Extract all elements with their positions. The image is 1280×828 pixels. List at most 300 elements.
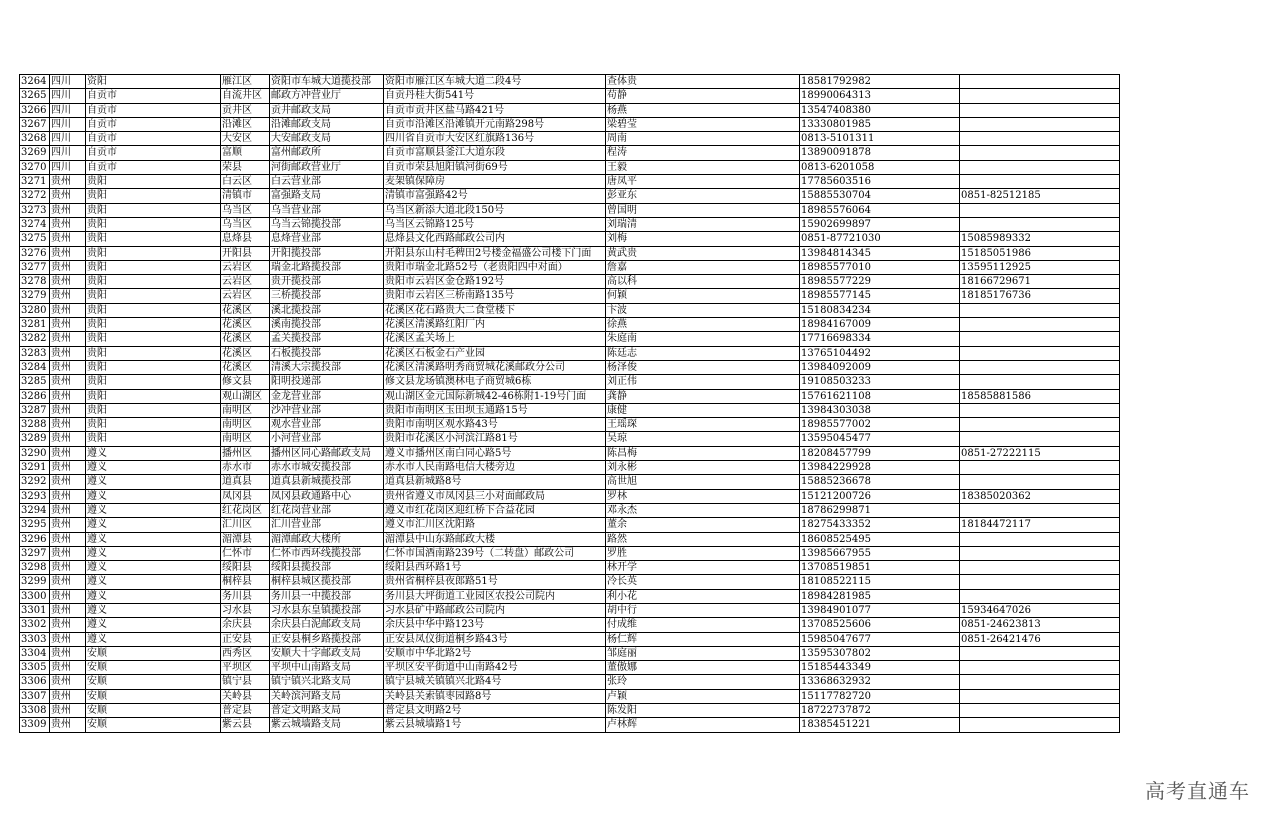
- district-cell: 紫云县: [221, 718, 270, 732]
- city-cell: 安顺: [86, 661, 221, 675]
- office-name-cell: 余庆县白泥邮政支局: [270, 618, 384, 632]
- district-cell: 西秀区: [221, 646, 270, 660]
- province-cell: 贵州: [50, 632, 86, 646]
- contact-name-cell: 邹庭丽: [606, 646, 800, 660]
- table-row: [20, 160, 1120, 174]
- phone-cell: 15885530704: [800, 189, 960, 203]
- phone-alt-cell: [960, 575, 1120, 589]
- district-cell: 云岩区: [221, 260, 270, 274]
- province-cell: 贵州: [50, 503, 86, 517]
- city-cell: 自贡市: [86, 89, 221, 103]
- row-id-cell: 3287: [20, 403, 50, 417]
- city-cell: 安顺: [86, 689, 221, 703]
- contact-name-cell: 刘永彬: [606, 461, 800, 475]
- city-cell: 自贡市: [86, 146, 221, 160]
- city-cell: 遵义: [86, 589, 221, 603]
- province-cell: 贵州: [50, 618, 86, 632]
- contact-name-cell: 邓永杰: [606, 503, 800, 517]
- row-id-cell: 3275: [20, 232, 50, 246]
- table-row: [20, 675, 1120, 689]
- row-id-cell: 3265: [20, 89, 50, 103]
- office-name-cell: 富州邮政所: [270, 146, 384, 160]
- office-name-cell: 溪北揽投部: [270, 303, 384, 317]
- contact-name-cell: 陈廷志: [606, 346, 800, 360]
- contact-name-cell: 王毅: [606, 160, 800, 174]
- address-cell: 贵阳市花溪区小河滨江路81号: [384, 432, 606, 446]
- row-id-cell: 3293: [20, 489, 50, 503]
- phone-cell: 18275433352: [800, 518, 960, 532]
- phone-alt-cell: [960, 532, 1120, 546]
- row-id-cell: 3279: [20, 289, 50, 303]
- address-cell: 务川县大坪街道工业园区农投公司院内: [384, 589, 606, 603]
- district-cell: 南明区: [221, 418, 270, 432]
- phone-cell: 17785603516: [800, 175, 960, 189]
- address-cell: 乌当区新添大道北段150号: [384, 203, 606, 217]
- city-cell: 贵阳: [86, 403, 221, 417]
- office-name-cell: 资阳市车城大道揽投部: [270, 75, 384, 89]
- city-cell: 贵阳: [86, 189, 221, 203]
- office-name-cell: 湄潭邮政大楼所: [270, 532, 384, 546]
- table-row: [20, 260, 1120, 274]
- row-id-cell: 3283: [20, 346, 50, 360]
- province-cell: 四川: [50, 146, 86, 160]
- address-cell: 花溪区石板金石产业园: [384, 346, 606, 360]
- office-name-cell: 红花岗营业部: [270, 503, 384, 517]
- district-cell: 汇川区: [221, 518, 270, 532]
- phone-alt-cell: [960, 103, 1120, 117]
- address-cell: 遵义市播州区南白同心路5号: [384, 446, 606, 460]
- address-cell: 花溪区孟关场上: [384, 332, 606, 346]
- phone-alt-cell: 0851-82512185: [960, 189, 1120, 203]
- phone-cell: 18385451221: [800, 718, 960, 732]
- district-cell: 镇宁县: [221, 675, 270, 689]
- province-cell: 贵州: [50, 718, 86, 732]
- office-name-cell: 孟关揽投部: [270, 332, 384, 346]
- office-name-cell: 白云营业部: [270, 175, 384, 189]
- table-row: [20, 503, 1120, 517]
- province-cell: 贵州: [50, 360, 86, 374]
- province-cell: 贵州: [50, 303, 86, 317]
- address-cell: 花溪区清溪路红阳厂内: [384, 318, 606, 332]
- table-row: [20, 117, 1120, 131]
- district-cell: 荣县: [221, 160, 270, 174]
- province-cell: 贵州: [50, 432, 86, 446]
- phone-cell: 15185443349: [800, 661, 960, 675]
- office-name-cell: 乌当云锦揽投部: [270, 217, 384, 231]
- contact-name-cell: 唐凤平: [606, 175, 800, 189]
- office-name-cell: 道真县新城揽投部: [270, 475, 384, 489]
- office-name-cell: 凤冈县政通路中心: [270, 489, 384, 503]
- city-cell: 遵义: [86, 561, 221, 575]
- row-id-cell: 3299: [20, 575, 50, 589]
- contact-name-cell: 张玲: [606, 675, 800, 689]
- contact-name-cell: 彭亚东: [606, 189, 800, 203]
- contact-name-cell: 詹嘉: [606, 260, 800, 274]
- province-cell: 四川: [50, 117, 86, 131]
- district-cell: 平坝区: [221, 661, 270, 675]
- contact-name-cell: 罗林: [606, 489, 800, 503]
- contact-name-cell: 刘正伟: [606, 375, 800, 389]
- city-cell: 安顺: [86, 646, 221, 660]
- province-cell: 贵州: [50, 603, 86, 617]
- contact-name-cell: 何颖: [606, 289, 800, 303]
- phone-alt-cell: 0851-24623813: [960, 618, 1120, 632]
- district-cell: 贡井区: [221, 103, 270, 117]
- address-cell: 开阳县东山村毛稗田2号楼金福盛公司楼下门面: [384, 246, 606, 260]
- district-cell: 务川县: [221, 589, 270, 603]
- phone-cell: 13984092009: [800, 360, 960, 374]
- phone-alt-cell: [960, 675, 1120, 689]
- phone-cell: 15885236678: [800, 475, 960, 489]
- phone-cell: 13984229928: [800, 461, 960, 475]
- province-cell: 贵州: [50, 475, 86, 489]
- contact-name-cell: 徐燕: [606, 318, 800, 332]
- phone-alt-cell: [960, 332, 1120, 346]
- city-cell: 遵义: [86, 546, 221, 560]
- address-cell: 自贡市贡井区盐马路421号: [384, 103, 606, 117]
- phone-cell: 19108503233: [800, 375, 960, 389]
- table-row: [20, 203, 1120, 217]
- phone-cell: 18985577229: [800, 275, 960, 289]
- row-id-cell: 3297: [20, 546, 50, 560]
- district-cell: 余庆县: [221, 618, 270, 632]
- phone-cell: 0813-5101311: [800, 132, 960, 146]
- phone-cell: 13708519851: [800, 561, 960, 575]
- table-row: [20, 561, 1120, 575]
- address-cell: 贵州省桐梓县夜郎路51号: [384, 575, 606, 589]
- contact-name-cell: 董傲娜: [606, 661, 800, 675]
- city-cell: 安顺: [86, 675, 221, 689]
- address-cell: 紫云县城墙路1号: [384, 718, 606, 732]
- district-cell: 桐梓县: [221, 575, 270, 589]
- city-cell: 遵义: [86, 575, 221, 589]
- office-name-cell: 紫云城墙路支局: [270, 718, 384, 732]
- phone-alt-cell: 18166729671: [960, 275, 1120, 289]
- contact-name-cell: 康健: [606, 403, 800, 417]
- phone-alt-cell: [960, 503, 1120, 517]
- row-id-cell: 3306: [20, 675, 50, 689]
- address-cell: 贵阳市瑞金北路52号（老贵阳四中对面）: [384, 260, 606, 274]
- table-row: [20, 689, 1120, 703]
- phone-cell: 13708525606: [800, 618, 960, 632]
- province-cell: 四川: [50, 75, 86, 89]
- phone-alt-cell: [960, 718, 1120, 732]
- address-cell: 自贡市荣县旭阳镇河街69号: [384, 160, 606, 174]
- watermark-text: 高考直通车: [1145, 779, 1250, 803]
- phone-cell: 18990064313: [800, 89, 960, 103]
- row-id-cell: 3307: [20, 689, 50, 703]
- contact-name-cell: 罗胜: [606, 546, 800, 560]
- address-cell: 麦架镇保障房: [384, 175, 606, 189]
- table-row: [20, 575, 1120, 589]
- row-id-cell: 3292: [20, 475, 50, 489]
- table-row: [20, 175, 1120, 189]
- table-row: [20, 132, 1120, 146]
- row-id-cell: 3308: [20, 704, 50, 718]
- table-row: [20, 189, 1120, 203]
- city-cell: 遵义: [86, 532, 221, 546]
- phone-alt-cell: [960, 175, 1120, 189]
- row-id-cell: 3276: [20, 246, 50, 260]
- city-cell: 安顺: [86, 704, 221, 718]
- district-cell: 自流井区: [221, 89, 270, 103]
- phone-alt-cell: [960, 217, 1120, 231]
- office-name-cell: 开阳揽投部: [270, 246, 384, 260]
- district-cell: 播州区: [221, 446, 270, 460]
- address-cell: 资阳市雁江区车城大道二段4号: [384, 75, 606, 89]
- district-cell: 云岩区: [221, 275, 270, 289]
- row-id-cell: 3296: [20, 532, 50, 546]
- table-row: [20, 346, 1120, 360]
- address-cell: 遵义市红花岗区迎红桥下合益花园: [384, 503, 606, 517]
- city-cell: 贵阳: [86, 217, 221, 231]
- city-cell: 遵义: [86, 503, 221, 517]
- address-cell: 贵州省遵义市凤冈县三小对面邮政局: [384, 489, 606, 503]
- contact-name-cell: 卞波: [606, 303, 800, 317]
- province-cell: 四川: [50, 103, 86, 117]
- phone-alt-cell: [960, 561, 1120, 575]
- phone-alt-cell: 15185051986: [960, 246, 1120, 260]
- table-row: [20, 446, 1120, 460]
- phone-cell: 13890091878: [800, 146, 960, 160]
- row-id-cell: 3281: [20, 318, 50, 332]
- province-cell: 四川: [50, 160, 86, 174]
- address-cell: 关岭县关索镇枣园路8号: [384, 689, 606, 703]
- district-cell: 习水县: [221, 603, 270, 617]
- phone-alt-cell: 18184472117: [960, 518, 1120, 532]
- address-cell: 四川省自贡市大安区红旗路136号: [384, 132, 606, 146]
- phone-cell: 18722737872: [800, 704, 960, 718]
- district-cell: 白云区: [221, 175, 270, 189]
- office-name-cell: 贵开揽投部: [270, 275, 384, 289]
- address-cell: 修文县龙场镇澳林电子商贸城6栋: [384, 375, 606, 389]
- phone-alt-cell: [960, 546, 1120, 560]
- phone-cell: 0851-87721030: [800, 232, 960, 246]
- phone-alt-cell: [960, 132, 1120, 146]
- table-row: [20, 332, 1120, 346]
- phone-alt-cell: 15934647026: [960, 603, 1120, 617]
- address-cell: 仁怀市国酒南路239号（二转盘）邮政公司: [384, 546, 606, 560]
- table-row: [20, 646, 1120, 660]
- row-id-cell: 3282: [20, 332, 50, 346]
- table-row: [20, 632, 1120, 646]
- contact-name-cell: 陈发阳: [606, 704, 800, 718]
- contact-name-cell: 路然: [606, 532, 800, 546]
- phone-cell: 13547408380: [800, 103, 960, 117]
- city-cell: 贵阳: [86, 232, 221, 246]
- address-cell: 观山湖区金元国际新城42-46栋附1-19号门面: [384, 389, 606, 403]
- phone-alt-cell: [960, 89, 1120, 103]
- address-cell: 贵阳市南明区观水路43号: [384, 418, 606, 432]
- province-cell: 贵州: [50, 403, 86, 417]
- address-cell: 道真县新城路8号: [384, 475, 606, 489]
- row-id-cell: 3269: [20, 146, 50, 160]
- contact-name-cell: 高世旭: [606, 475, 800, 489]
- row-id-cell: 3266: [20, 103, 50, 117]
- city-cell: 自贡市: [86, 117, 221, 131]
- city-cell: 贵阳: [86, 346, 221, 360]
- office-name-cell: 绥阳县揽投部: [270, 561, 384, 575]
- phone-alt-cell: 0851-26421476: [960, 632, 1120, 646]
- office-name-cell: 汇川营业部: [270, 518, 384, 532]
- office-name-cell: 安顺大十字邮政支局: [270, 646, 384, 660]
- city-cell: 贵阳: [86, 246, 221, 260]
- phone-cell: 0813-6201058: [800, 160, 960, 174]
- contact-name-cell: 付成维: [606, 618, 800, 632]
- phone-alt-cell: 0851-27222115: [960, 446, 1120, 460]
- district-cell: 雁江区: [221, 75, 270, 89]
- office-name-cell: 普定文明路支局: [270, 704, 384, 718]
- office-name-cell: 溪南揽投部: [270, 318, 384, 332]
- district-cell: 红花岗区: [221, 503, 270, 517]
- phone-cell: 13984303038: [800, 403, 960, 417]
- office-name-cell: 赤水市城安揽投部: [270, 461, 384, 475]
- data-table: [19, 74, 1120, 733]
- contact-name-cell: 曾国明: [606, 203, 800, 217]
- office-name-cell: 播州区同心路邮政支局: [270, 446, 384, 460]
- address-cell: 自贡市沿滩区沿滩镇开元南路298号: [384, 117, 606, 131]
- row-id-cell: 3302: [20, 618, 50, 632]
- phone-alt-cell: [960, 646, 1120, 660]
- row-id-cell: 3309: [20, 718, 50, 732]
- province-cell: 贵州: [50, 189, 86, 203]
- city-cell: 贵阳: [86, 260, 221, 274]
- phone-cell: 15121200726: [800, 489, 960, 503]
- district-cell: 关岭县: [221, 689, 270, 703]
- city-cell: 自贡市: [86, 160, 221, 174]
- city-cell: 贵阳: [86, 289, 221, 303]
- office-name-cell: 沿滩邮政支局: [270, 117, 384, 131]
- table-row: [20, 618, 1120, 632]
- phone-alt-cell: 13595112925: [960, 260, 1120, 274]
- row-id-cell: 3305: [20, 661, 50, 675]
- province-cell: 贵州: [50, 446, 86, 460]
- phone-cell: 13765104492: [800, 346, 960, 360]
- row-id-cell: 3300: [20, 589, 50, 603]
- row-id-cell: 3303: [20, 632, 50, 646]
- table-row: [20, 217, 1120, 231]
- province-cell: 四川: [50, 132, 86, 146]
- phone-cell: 13330801985: [800, 117, 960, 131]
- district-cell: 观山湖区: [221, 389, 270, 403]
- row-id-cell: 3298: [20, 561, 50, 575]
- contact-name-cell: 王瑶琛: [606, 418, 800, 432]
- city-cell: 贵阳: [86, 203, 221, 217]
- table-row: [20, 375, 1120, 389]
- row-id-cell: 3268: [20, 132, 50, 146]
- province-cell: 贵州: [50, 217, 86, 231]
- table-row: [20, 661, 1120, 675]
- city-cell: 贵阳: [86, 432, 221, 446]
- city-cell: 资阳: [86, 75, 221, 89]
- province-cell: 贵州: [50, 575, 86, 589]
- province-cell: 贵州: [50, 260, 86, 274]
- phone-alt-cell: [960, 475, 1120, 489]
- district-cell: 花溪区: [221, 360, 270, 374]
- phone-alt-cell: [960, 432, 1120, 446]
- province-cell: 贵州: [50, 175, 86, 189]
- phone-cell: 18985577002: [800, 418, 960, 432]
- province-cell: 贵州: [50, 318, 86, 332]
- phone-cell: 18208457799: [800, 446, 960, 460]
- province-cell: 贵州: [50, 389, 86, 403]
- table-row: [20, 403, 1120, 417]
- row-id-cell: 3290: [20, 446, 50, 460]
- city-cell: 贵阳: [86, 389, 221, 403]
- district-cell: 息烽县: [221, 232, 270, 246]
- table-row: [20, 303, 1120, 317]
- phone-alt-cell: [960, 360, 1120, 374]
- province-cell: 贵州: [50, 461, 86, 475]
- phone-cell: 18786299871: [800, 503, 960, 517]
- contact-name-cell: 林开学: [606, 561, 800, 575]
- district-cell: 乌当区: [221, 217, 270, 231]
- contact-name-cell: 董余: [606, 518, 800, 532]
- phone-cell: 15902699897: [800, 217, 960, 231]
- district-cell: 南明区: [221, 432, 270, 446]
- address-cell: 自贡市富顺县釜江大道东段: [384, 146, 606, 160]
- phone-alt-cell: [960, 403, 1120, 417]
- province-cell: 四川: [50, 89, 86, 103]
- office-name-cell: 阳明投递部: [270, 375, 384, 389]
- district-cell: 正安县: [221, 632, 270, 646]
- table-row: [20, 704, 1120, 718]
- city-cell: 贵阳: [86, 332, 221, 346]
- phone-cell: 13595307802: [800, 646, 960, 660]
- office-name-cell: 务川县一中揽投部: [270, 589, 384, 603]
- district-cell: 花溪区: [221, 346, 270, 360]
- province-cell: 贵州: [50, 375, 86, 389]
- address-cell: 遵义市汇川区沈阳路: [384, 518, 606, 532]
- province-cell: 贵州: [50, 289, 86, 303]
- province-cell: 贵州: [50, 561, 86, 575]
- contact-name-cell: 朱庭南: [606, 332, 800, 346]
- contact-name-cell: 苟静: [606, 89, 800, 103]
- table-row: [20, 360, 1120, 374]
- office-name-cell: 习水县东皇镇揽投部: [270, 603, 384, 617]
- address-cell: 清镇市富强路42号: [384, 189, 606, 203]
- table-row: [20, 146, 1120, 160]
- office-name-cell: 观水营业部: [270, 418, 384, 432]
- province-cell: 贵州: [50, 232, 86, 246]
- phone-cell: 15117782720: [800, 689, 960, 703]
- contact-name-cell: 刘梅: [606, 232, 800, 246]
- district-cell: 仁怀市: [221, 546, 270, 560]
- row-id-cell: 3284: [20, 360, 50, 374]
- row-id-cell: 3288: [20, 418, 50, 432]
- city-cell: 贵阳: [86, 360, 221, 374]
- phone-alt-cell: 18185176736: [960, 289, 1120, 303]
- address-cell: 普定县文明路2号: [384, 704, 606, 718]
- phone-alt-cell: [960, 117, 1120, 131]
- contact-name-cell: 查体贵: [606, 75, 800, 89]
- row-id-cell: 3264: [20, 75, 50, 89]
- district-cell: 大安区: [221, 132, 270, 146]
- district-cell: 修文县: [221, 375, 270, 389]
- address-cell: 绥阳县西环路1号: [384, 561, 606, 575]
- address-cell: 平坝区安平街道中山南路42号: [384, 661, 606, 675]
- office-name-cell: 石板揽投部: [270, 346, 384, 360]
- province-cell: 贵州: [50, 246, 86, 260]
- table-row: [20, 489, 1120, 503]
- table-row: [20, 289, 1120, 303]
- address-cell: 自贡丹桂大街541号: [384, 89, 606, 103]
- city-cell: 遵义: [86, 632, 221, 646]
- office-name-cell: 河街邮政营业厅: [270, 160, 384, 174]
- district-cell: 花溪区: [221, 303, 270, 317]
- office-name-cell: 贡井邮政支局: [270, 103, 384, 117]
- table-row: [20, 461, 1120, 475]
